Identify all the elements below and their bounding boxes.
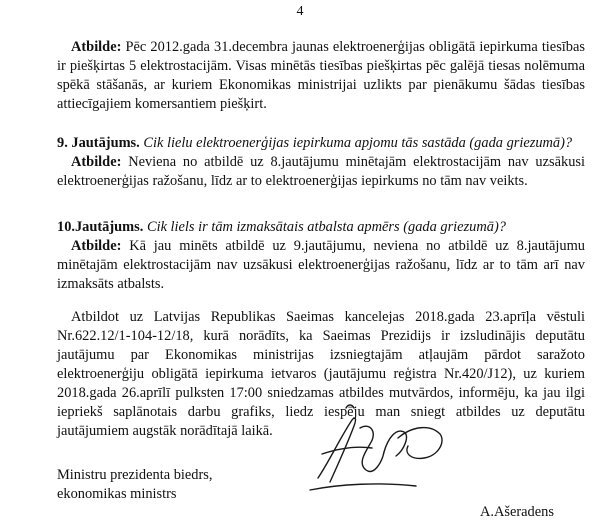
question-10 bbox=[57, 218, 585, 237]
signer-title-line-2: ekonomikas ministrs bbox=[57, 486, 177, 502]
closing-paragraph: Atbildot uz Latvijas Republikas Saeimas kancelejas 2018.gada 23.aprīļa vēstuli Nr.622.12/1-104-12/18, kurā norādīts, ka Saeimas Prezidijs ir izsludinājis deputātu jautājumu par Ekonomikas ministrijas izsniegtajām atļaujām pārdot saražoto elektroenerģiju obligātā iepirkuma ietvaros (jautājumu reģistra Nr.420/J12), uz kuriem 2018.gada 26.aprīlī pulksten 17:00 sniedzamas atbildes mutvārdos, informēju, ka jau ilgi iepriekš saplānotais darbu grafiks, liedz iespēju man sniegt atbildes uz deputātu jautājumiem augstāk norādītajā laikā. bbox=[57, 309, 585, 439]
answer-10 bbox=[57, 237, 585, 294]
question-9-text: Cik lielu elektroenerģijas iepirkuma apjomu tās sastāda (gada griezumā)? bbox=[143, 135, 573, 151]
answer-8 bbox=[57, 38, 585, 114]
answer-9 bbox=[57, 153, 585, 191]
signer-name: A.Ašeradens bbox=[480, 504, 554, 520]
signature bbox=[300, 398, 450, 502]
question-9-label: 9. Jautājums. bbox=[57, 135, 140, 151]
answer-9-text: Neviena no atbildē uz 8.jautājumu minētajām elektrostacijām nav uzsākusi elektroenerģijas ražošanu, līdz ar to elektroenerģijas iepirkums no tām nav veikts. bbox=[57, 154, 585, 189]
answer-8-label: Atbilde: bbox=[71, 39, 122, 55]
question-9 bbox=[57, 134, 585, 153]
answer-10-label: Atbilde: bbox=[71, 238, 122, 254]
page-number: 4 bbox=[296, 4, 304, 19]
question-10-label: 10.Jautājums. bbox=[57, 219, 144, 235]
answer-9-label: Atbilde: bbox=[71, 154, 122, 170]
answer-10-text: Kā jau minēts atbildē uz 9.jautājumu, neviena no atbildē uz 8.jautājumu minētajām elektrostacijām nav uzsākusi elektroenerģijas ražošanu, līdz ar to tām arī nav izmaksāts atbalsts. bbox=[57, 238, 585, 292]
signer-title-line-1: Ministru prezidenta biedrs, bbox=[57, 467, 213, 483]
signer-title bbox=[57, 466, 212, 504]
answer-8-text: Pēc 2012.gada 31.decembra jaunas elektroenerģijas obligātā iepirkuma tiesības ir piešķirtas 5 elektrostacijām. Visas minētās tiesības piešķirtas pēc galējā tiesas nolēmuma spēkā stāšanās, ar kuriem Ekonomikas ministrijai uzlikts par pienākumu šādas tiesības attiecīgajiem komersantiem piešķirt. bbox=[57, 39, 585, 112]
question-10-text: Cik liels ir tām izmaksātais atbalsta apmērs (gada griezumā)? bbox=[146, 219, 506, 235]
